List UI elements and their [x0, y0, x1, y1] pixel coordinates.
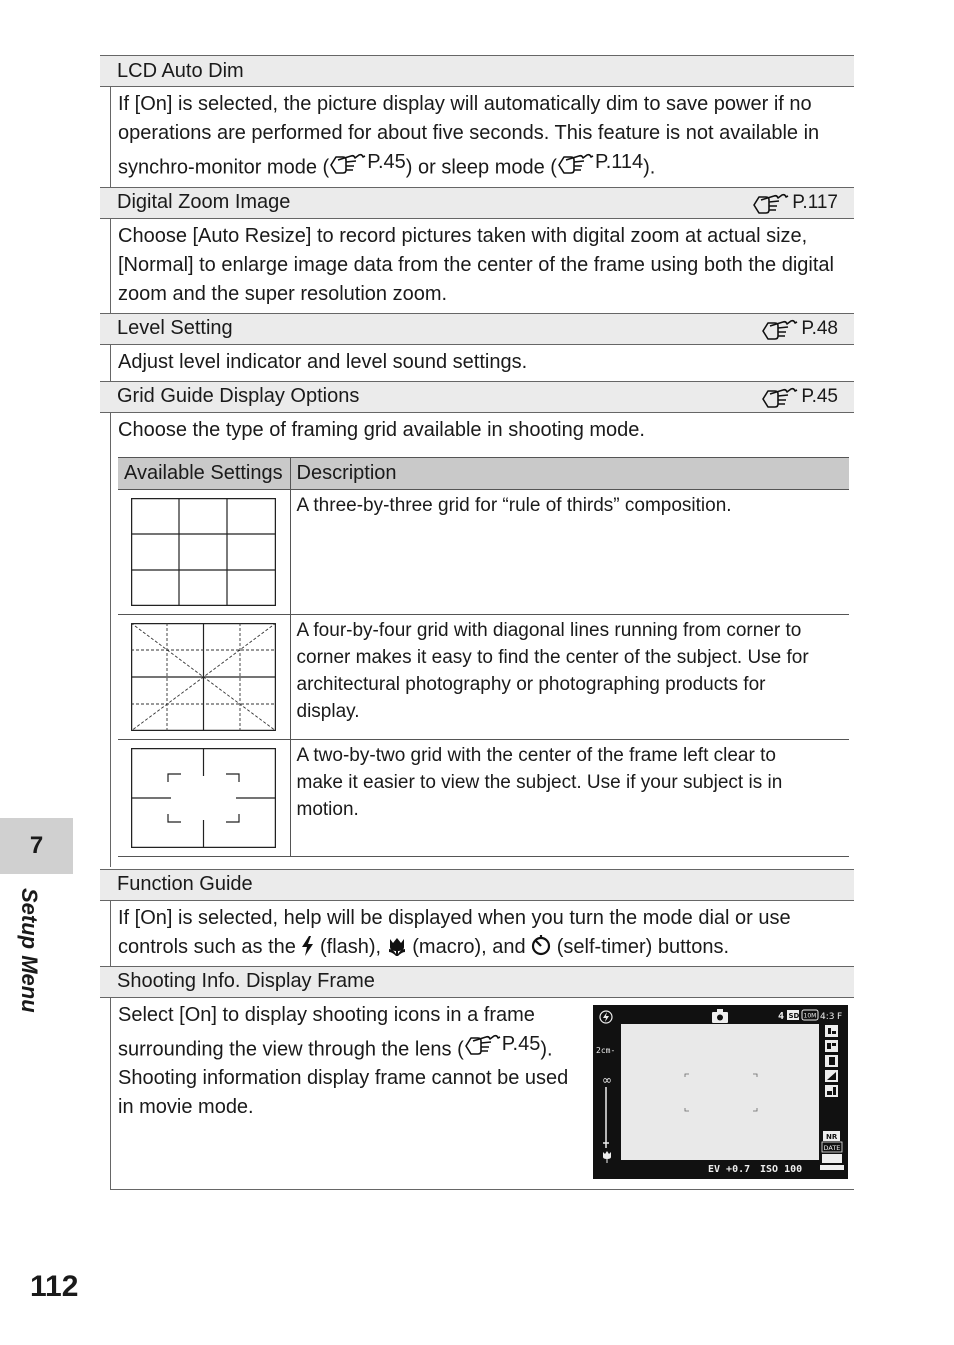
- reference-hand-icon: [329, 152, 367, 174]
- table-row: [118, 614, 849, 739]
- lcd-auto-dim-text-2: ) or sleep mode (: [405, 156, 557, 179]
- lcd-auto-dim-title: LCD Auto Dim: [117, 59, 244, 82]
- grid-guide-intro: Choose the type of framing grid available in shooting mode.: [118, 418, 645, 441]
- macro-label: (macro), and: [406, 935, 532, 958]
- grid-option-cell: [118, 614, 290, 739]
- lcd-auto-dim-header: [100, 55, 854, 87]
- level-setting-header: [100, 313, 854, 345]
- reference-hand-icon: [761, 318, 799, 340]
- grid-option-description: A four-by-four grid with diagonal lines running from corner to corner makes it easy to find the center of the subject. Use for architectural photography or photographing products for display.: [290, 614, 849, 739]
- shooting-info-text: [118, 1001, 578, 1185]
- reference-hand-icon: [464, 1033, 502, 1055]
- shooting-info-text-2: ). Shooting information display frame cannot be used in movie mode.: [118, 1038, 569, 1118]
- level-setting-title: Level Setting: [117, 317, 233, 339]
- table-row: [118, 489, 849, 614]
- reference-page: P.48: [801, 317, 838, 339]
- grid-option-description: A three-by-three grid for “rule of thirds” composition.: [290, 489, 849, 614]
- lcd-auto-dim-body: [110, 87, 854, 187]
- grid-option-cell: [118, 489, 290, 614]
- lcd-iso: ISO 100: [760, 1163, 803, 1175]
- grid-option-description: A two-by-two grid with the center of the frame left clear to make it easier to view the subject. Use if your subject is in motion.: [290, 739, 849, 856]
- lcd-noise-reduction: NR: [826, 1132, 838, 1141]
- flash-label: (flash),: [314, 935, 387, 958]
- macro-tulip-icon: [387, 936, 407, 956]
- level-setting-body: Adjust level indicator and level sound settings.: [110, 345, 854, 381]
- grid-options-table: [118, 457, 849, 857]
- digital-zoom-reference[interactable]: [752, 192, 838, 214]
- reference-link[interactable]: [329, 148, 406, 177]
- shooting-info-header: [100, 966, 854, 998]
- grid-guide-reference[interactable]: [761, 386, 838, 408]
- grid-guide-body: [110, 413, 854, 867]
- reference-hand-icon: [557, 152, 595, 174]
- function-guide-text-1: If [On] is selected, help will be displayed when you turn the mode dial or use controls such as the: [118, 906, 791, 958]
- lcd-auto-dim-text-3: ).: [643, 156, 656, 179]
- table-row: [118, 739, 849, 856]
- setup-menu-content: [100, 55, 854, 1190]
- lcd-shots-remaining: 4: [778, 1010, 785, 1022]
- lcd-infinity-mark: ∞: [602, 1072, 612, 1087]
- reference-link[interactable]: [557, 148, 643, 177]
- table-header-settings: Available Settings: [118, 457, 290, 489]
- digital-zoom-header: [100, 187, 854, 219]
- chapter-side-label: Setup Menu: [17, 888, 42, 1013]
- reference-page: P.45: [801, 385, 838, 407]
- reference-page: P.45: [367, 151, 406, 173]
- digital-zoom-body: Choose [Auto Resize] to record pictures taken with digital zoom at actual size, [Normal] to enlarge image data from the center of the frame using both the digital zoom and the super resolution zoom.: [110, 219, 854, 313]
- lcd-date-imprint: DATE: [823, 1143, 841, 1152]
- table-header-row: [118, 457, 849, 489]
- reference-hand-icon: [752, 192, 790, 214]
- lcd-sd-card-icon: SD: [788, 1011, 800, 1020]
- function-guide-body: [110, 901, 854, 966]
- grid-guide-title: Grid Guide Display Options: [117, 385, 360, 407]
- shooting-info-body: [110, 998, 854, 1190]
- lcd-quality: F: [837, 1011, 843, 1022]
- function-guide-header: [100, 869, 854, 901]
- level-setting-reference[interactable]: [761, 318, 838, 340]
- reference-page: P.117: [792, 191, 838, 213]
- flash-icon: [301, 936, 314, 956]
- grid-option-cell: [118, 739, 290, 856]
- reference-hand-icon: [761, 386, 799, 408]
- function-guide-title: Function Guide: [117, 873, 253, 895]
- digital-zoom-title: Digital Zoom Image: [117, 191, 291, 213]
- chapter-tab[interactable]: 7: [0, 818, 73, 874]
- self-timer-label: (self-timer) buttons.: [551, 935, 729, 958]
- reference-link[interactable]: [464, 1030, 541, 1059]
- table-header-description: Description: [290, 457, 849, 489]
- grid-guide-header: [100, 381, 854, 413]
- shooting-info-title: Shooting Info. Display Frame: [117, 970, 375, 992]
- shooting-info-text-1: Select [On] to display shooting icons in a frame surrounding the view through the lens (: [118, 1003, 535, 1060]
- lcd-focus-distance: 2cm-: [596, 1045, 616, 1055]
- three-by-three-grid-icon: [131, 498, 276, 606]
- lcd-image-size: 10M: [803, 1012, 817, 1019]
- page-number: 112: [30, 1270, 79, 1303]
- lcd-aspect-ratio: 4:3: [820, 1011, 835, 1022]
- self-timer-icon: [531, 934, 551, 956]
- lcd-auto-dim-text-1: If [On] is selected, the picture display will automatically dim to save power if no operations are performed for about five seconds. This feature is not available in synchro-monitor mode (: [118, 93, 820, 179]
- reference-page: P.45: [501, 1032, 541, 1055]
- four-by-four-diagonal-grid-icon: [131, 623, 276, 731]
- reference-page: P.114: [594, 151, 644, 173]
- shooting-info-frame-screen: [593, 1005, 848, 1179]
- two-by-two-open-center-grid-icon: [131, 748, 276, 848]
- lcd-exposure-compensation: EV +0.7: [708, 1163, 751, 1175]
